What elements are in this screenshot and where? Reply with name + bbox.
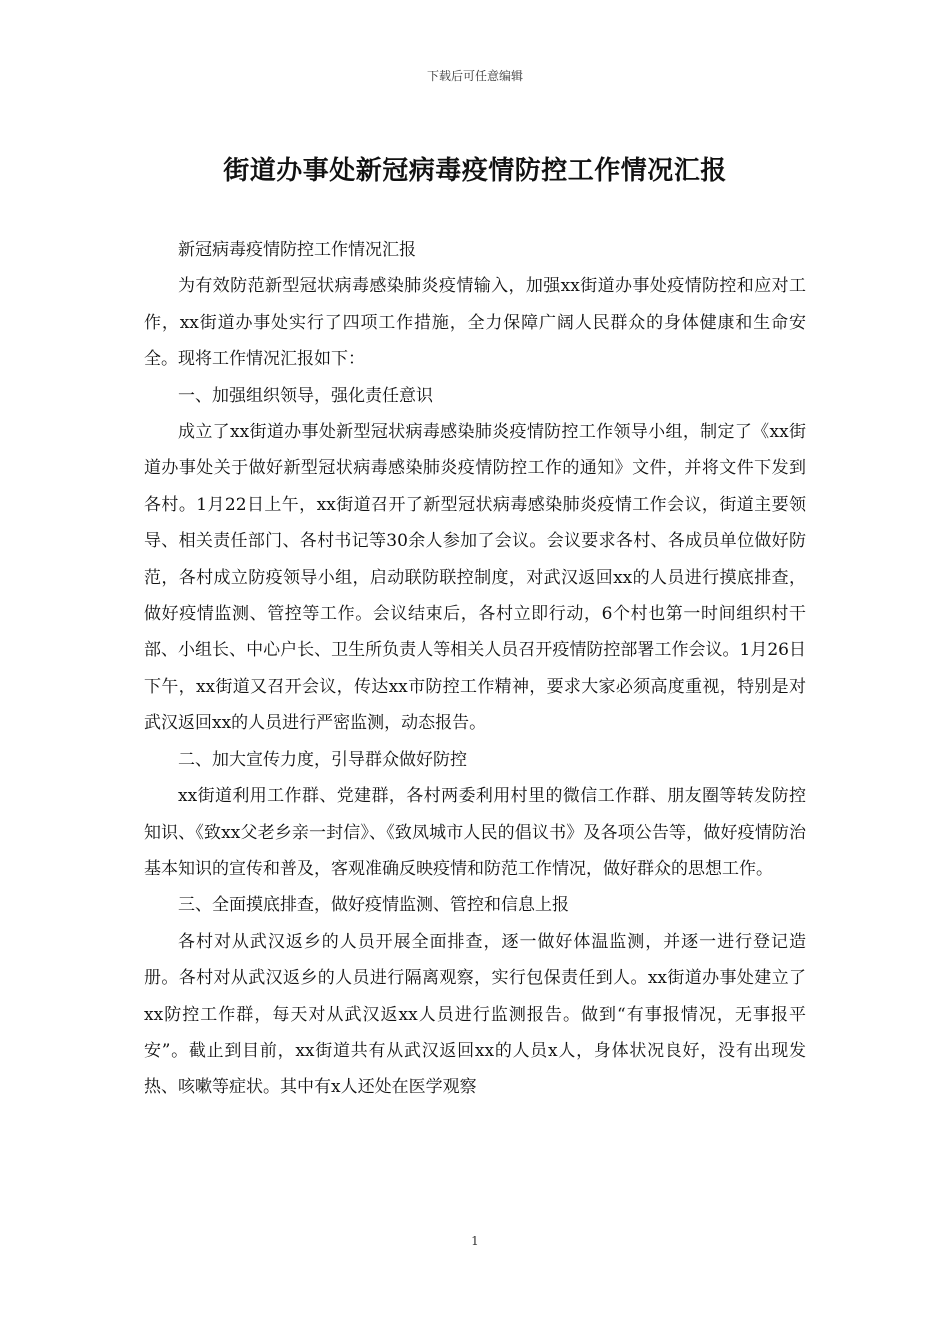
document-body (144, 232, 806, 1106)
section-heading-3: 三、全面摸底排查，做好疫情监测、管控和信息上报 (178, 895, 569, 916)
section-2-paragraph: xx街道利用工作群、党建群，各村两委利用村里的微信工作群、朋友圈等转发防控知识、《致xx父老乡亲一封信》、《致凤城市人民的倡议书》及各项公告等，做好疫情防治基本知识的宣传和普及，客观准确反映疫情和防范工作情况，做好群众的思想工作。 (144, 786, 806, 879)
intro-paragraph: 为有效防范新型冠状病毒感染肺炎疫情输入，加强xx街道办事处疫情防控和应对工作，xx街道办事处实行了四项工作措施，全力保障广阔人民群众的身体健康和生命安全。现将工作情况汇报如下： (144, 276, 806, 370)
section-3-paragraph: 各村对从武汉返乡的人员开展全面排查，逐一做好体温监测，并逐一进行登记造册。各村对从武汉返乡的人员进行隔离观察，实行包保责任到人。xx街道办事处建立了xx防控工作群，每天对从武汉返xx人员进行监测报告。做到“有事报情况，无事报平安”。截止到目前，xx街道共有从武汉返回xx的人员x人，身体状况良好，没有出现发热、咳嗽等症状。其中有x人还处在医学观察 (144, 931, 806, 1098)
document-title: 街道办事处新冠病毒疫情防控工作情况汇报 (223, 156, 727, 186)
section-heading-2: 二、加大宣传力度，引导群众做好防控 (178, 749, 467, 770)
header-note: 下载后可任意编辑 (426, 69, 523, 83)
section-heading-1: 一、加强组织领导，强化责任意识 (178, 385, 433, 406)
subtitle-paragraph: 新冠病毒疫情防控工作情况汇报 (178, 240, 416, 260)
page-number: 1 (471, 1234, 479, 1248)
section-1-paragraph: 成立了xx街道办事处新型冠状病毒感染肺炎疫情防控工作领导小组，制定了《xx街道办事处关于做好新型冠状病毒感染肺炎疫情防控工作的通知》文件，并将文件下发到各村。1月22日上午，xx街道召开了新型冠状病毒感染肺炎疫情工作会议，街道主要领导、相关责任部门、各村书记等30余人参加了会议。会议要求各村、各成员单位做好防范，各村成立防疫领导小组，启动联防联控制度，对武汉返回xx的人员进行摸底排查，做好疫情监测、管控等工作。会议结束后，各村立即行动，6个村也第一时间组织村干部、小组长、中心户长、卫生所负责人等相关人员召开疫情防控部署工作会议。1月26日下午，xx街道又召开会议，传达xx市防控工作精神，要求大家必须高度重视，特别是对武汉返回xx的人员进行严密监测，动态报告。 (144, 422, 806, 734)
